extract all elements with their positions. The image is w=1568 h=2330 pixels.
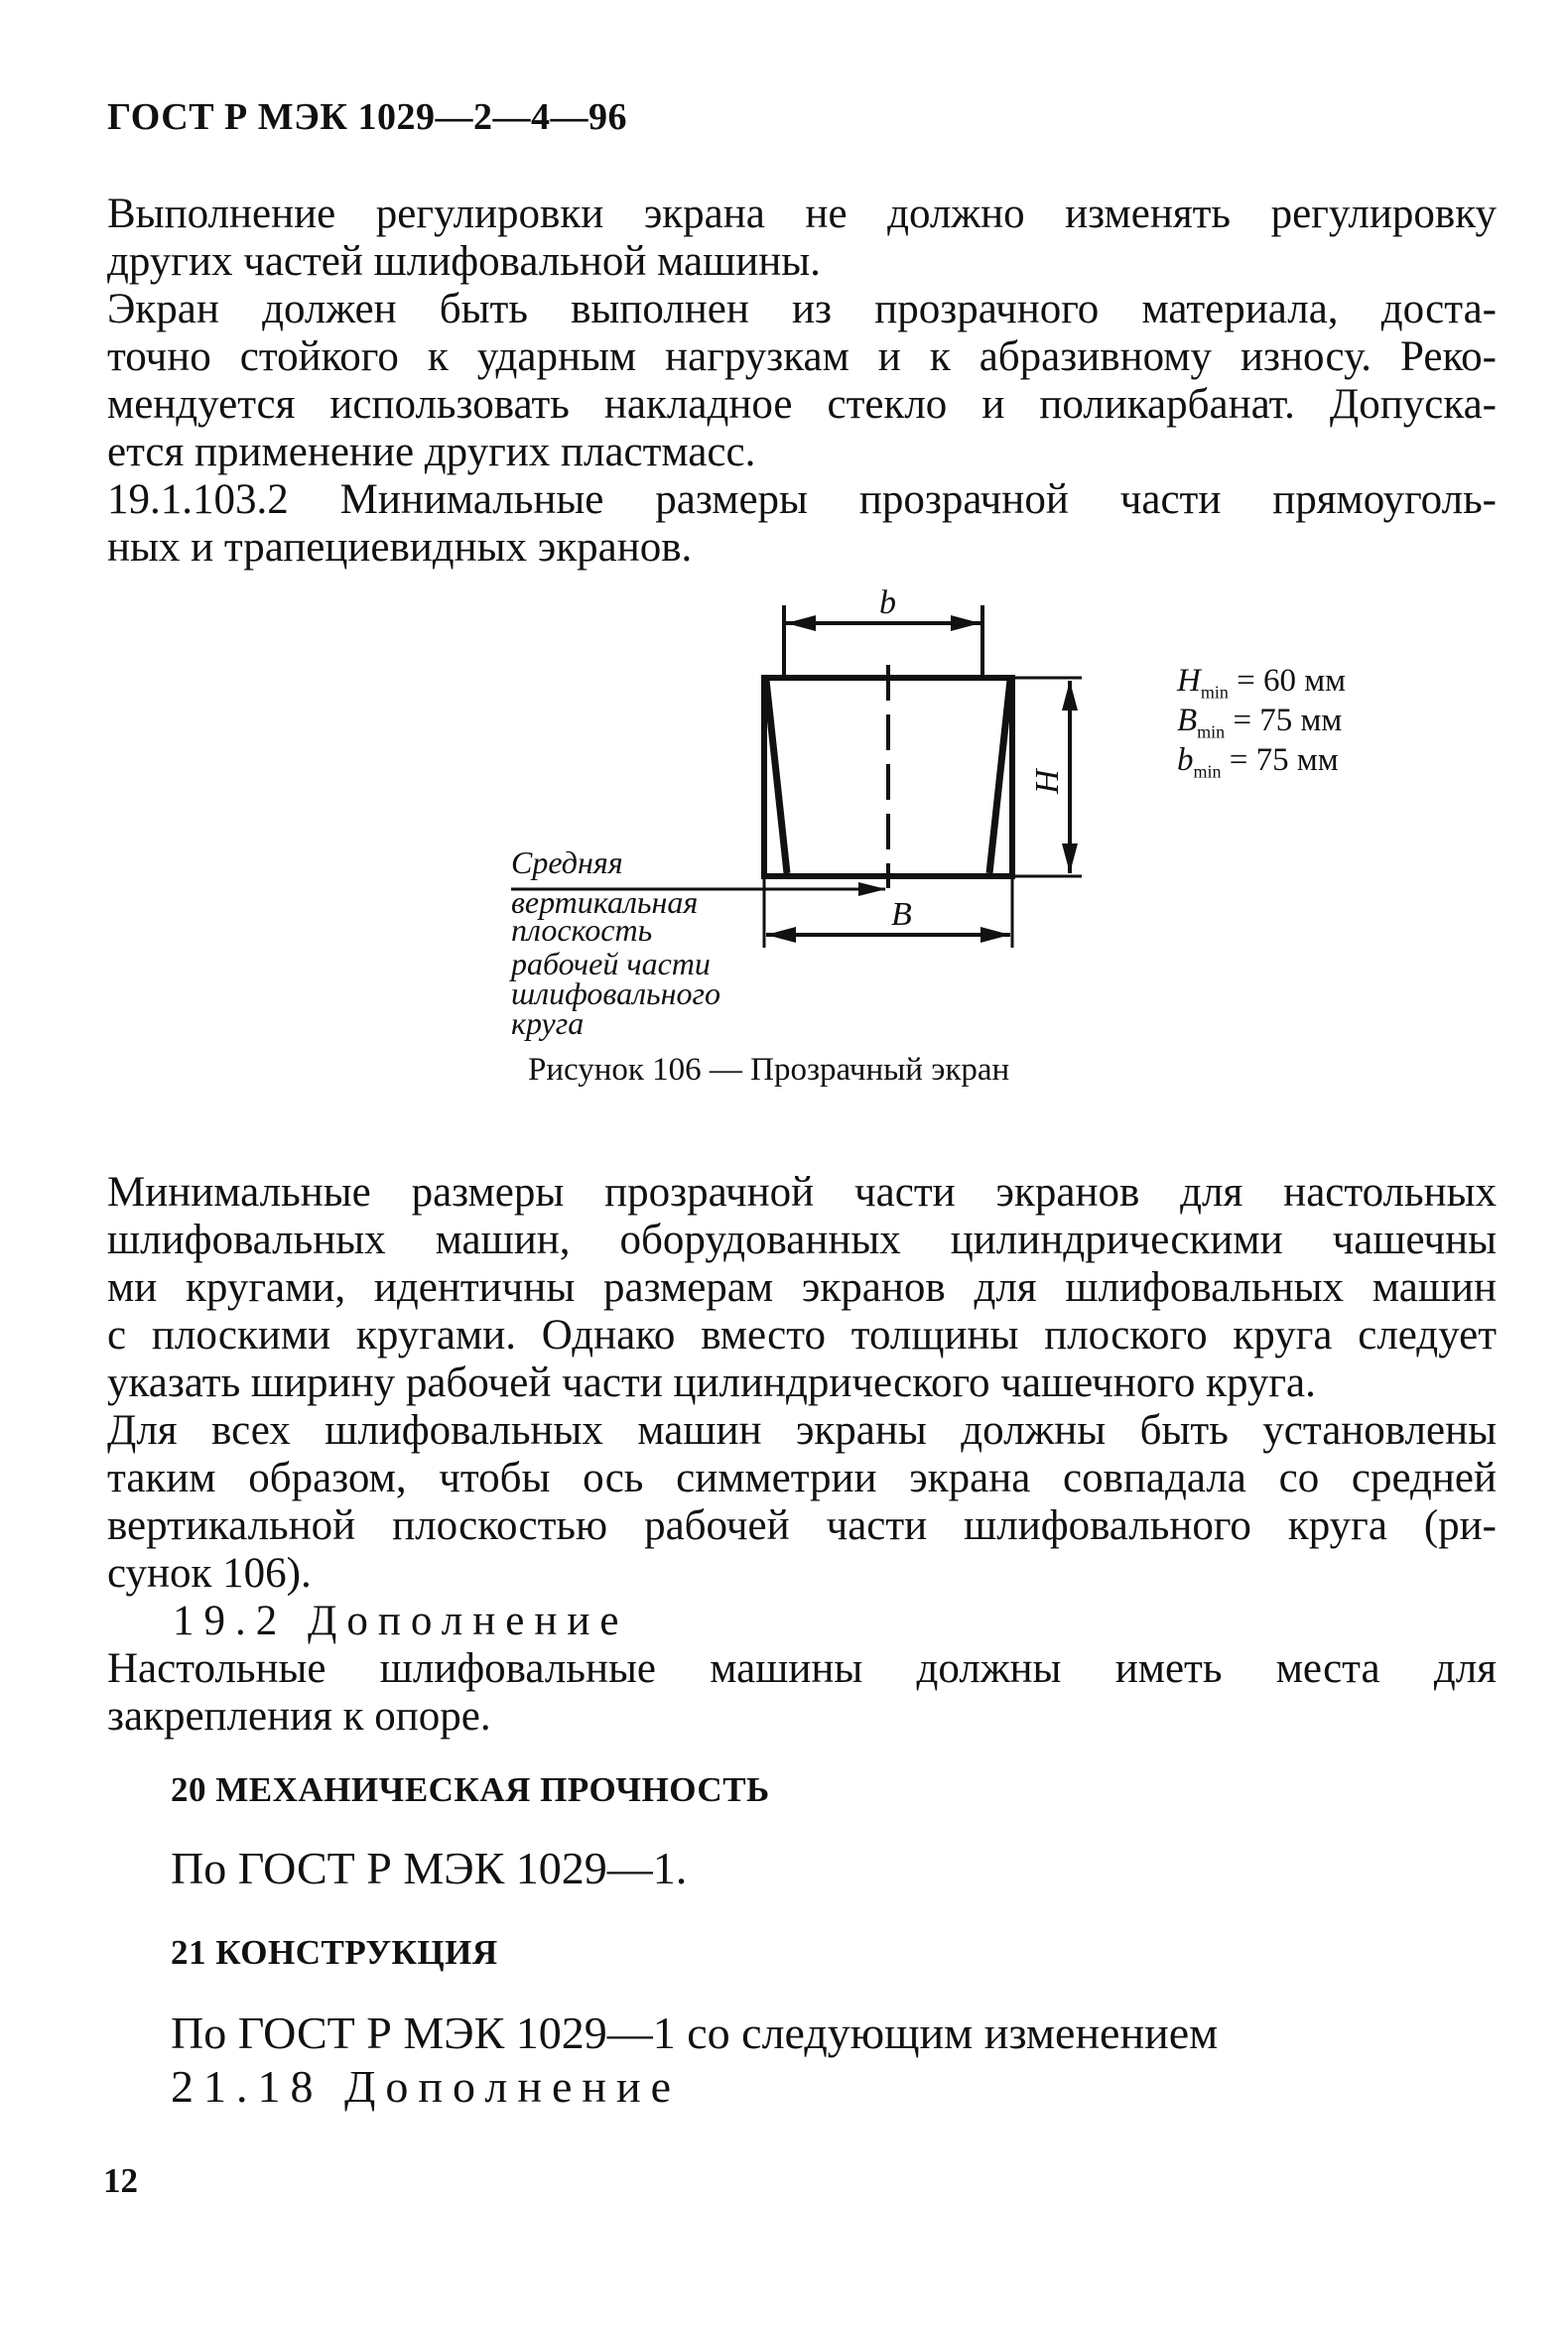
trapezoid-left-edge: [766, 680, 787, 873]
arrow-head: [980, 927, 1010, 943]
dimension-b-min: $b_{min} = 75$ мм: [1177, 742, 1339, 782]
side-note-line: Средняя: [511, 844, 623, 880]
dimension-B-min: $B_{min} = 75$ мм: [1177, 703, 1343, 742]
trapezoid-right-edge: [989, 680, 1010, 873]
text-line: таким образом, чтобы ось симметрии экрана совпадала со средней: [107, 1455, 1497, 1501]
figure-106: [0, 0, 1568, 1092]
text-line: сунок 106).: [107, 1550, 312, 1597]
side-note-line: шлифовального: [511, 975, 720, 1011]
text-line: мендуется использовать накладное стекло и поликарбанат. Допуска-: [107, 381, 1497, 428]
text-line: закрепления к опоре.: [107, 1693, 491, 1740]
section-20-title: 20 МЕХАНИЧЕСКАЯ ПРОЧНОСТЬ: [171, 1770, 770, 1809]
arrow-head: [766, 927, 796, 943]
label-b: b: [879, 584, 896, 621]
arrow-head: [1062, 843, 1078, 873]
text-line: ется применение других пластмасс.: [107, 429, 756, 475]
text-line: шлифовальных машин, оборудованных цилиндрическими чашечны: [107, 1217, 1497, 1263]
text-line: ных и трапециевидных экранов.: [107, 524, 693, 571]
text-line: точно стойкого к ударным нагрузкам и к абразивному износу. Реко-: [107, 333, 1497, 380]
figure-caption: Рисунок 106 — Прозрачный экран: [528, 1052, 1010, 1088]
side-note-line: рабочей части: [511, 946, 711, 981]
text-line: Настольные шлифовальные машины должны иметь места для: [107, 1645, 1497, 1692]
label-H: H: [1029, 769, 1066, 794]
text-line: Минимальные размеры прозрачной части экранов для настольных: [107, 1169, 1497, 1216]
text-line: 19.1.103.2 Минимальные размеры прозрачной части прямоуголь-: [107, 476, 1497, 523]
text-line: Для всех шлифовальных машин экраны должны быть установлены: [107, 1407, 1497, 1454]
side-note-line: плоскость: [511, 912, 653, 948]
document-header: ГОСТ Р МЭК 1029—2—4—96: [107, 96, 627, 138]
arrow-head: [951, 615, 980, 631]
arrow-head: [858, 882, 886, 896]
text-line: ми кругами, идентичны размерам экранов для шлифовальных машин: [107, 1264, 1497, 1311]
arrow-head: [786, 615, 816, 631]
subsection-heading: 19.2 Дополнение: [173, 1598, 629, 1644]
section-21-sub: 21.18 Дополнение: [171, 2061, 682, 2112]
text-line: с плоскими кругами. Однако вместо толщины плоского круга следует: [107, 1312, 1497, 1359]
section-21-title: 21 КОНСТРУКЦИЯ: [171, 1933, 498, 1972]
side-note-line: вертикальная: [511, 884, 699, 920]
text-line: указать ширину рабочей части цилиндрического чашечного круга.: [107, 1359, 1316, 1406]
section-20-text: По ГОСТ Р МЭК 1029—1.: [171, 1843, 688, 1893]
page-number: 12: [103, 2161, 138, 2200]
section-21-text: По ГОСТ Р МЭК 1029—1 со следующим изменением: [171, 2007, 1219, 2058]
text-line: других частей шлифовальной машины.: [107, 238, 821, 285]
text-line: Экран должен быть выполнен из прозрачного материала, доста-: [107, 286, 1497, 332]
arrow-head: [1062, 681, 1078, 711]
label-B: B: [891, 896, 912, 933]
side-note-line: круга: [511, 1005, 585, 1041]
text-line: Выполнение регулировки экрана не должно изменять регулировку: [107, 191, 1497, 237]
dimension-H-min: $H_{min} = 60$ мм: [1177, 663, 1346, 703]
text-line: вертикальной плоскостью рабочей части шлифовального круга (ри-: [107, 1502, 1497, 1549]
